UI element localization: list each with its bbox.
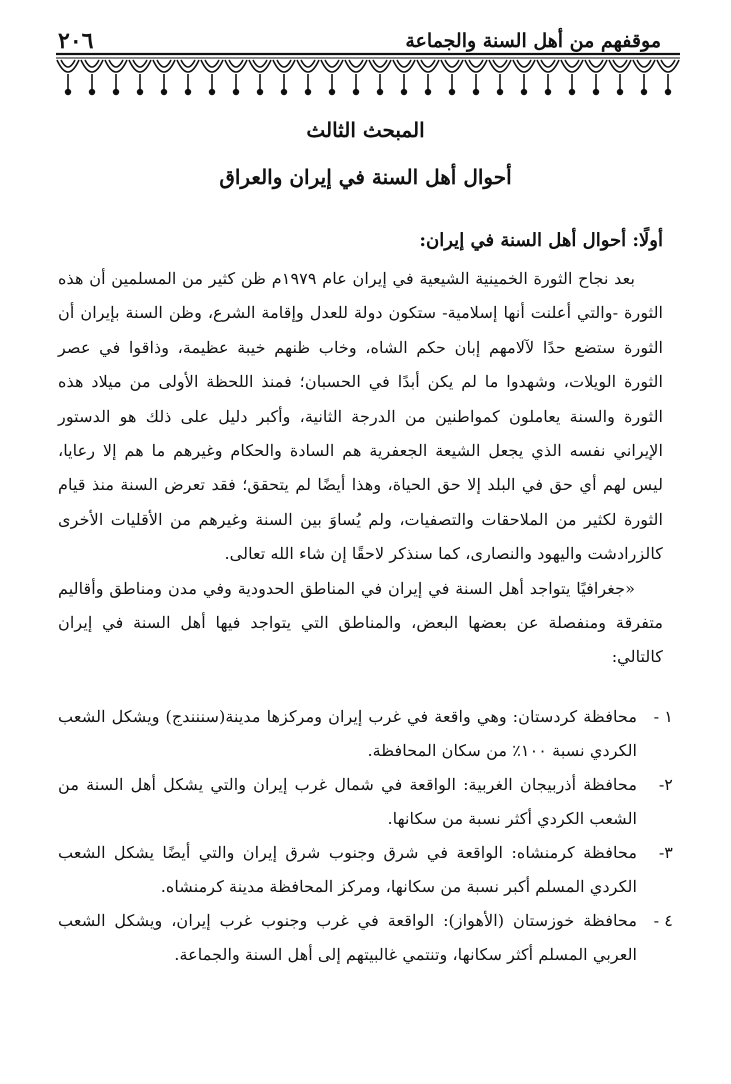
ornament-dot (642, 90, 647, 95)
ornament-motif (273, 60, 295, 92)
list-item (58, 700, 673, 768)
ornament-motif (489, 60, 511, 92)
regions-list (58, 700, 673, 972)
ornament-dot (210, 90, 215, 95)
running-title: موقفهم من أهل السنة والجماعة (405, 30, 661, 52)
page-number: ٢٠٦ (58, 28, 94, 54)
ornament-motif (105, 60, 127, 92)
ornament-motif (393, 60, 415, 92)
ornament-motif (297, 60, 319, 92)
list-item-text: محافظة أذربيجان الغربية: الواقعة في شمال غرب إيران والتي يشكل أهل السنة من الشعب الكردي أكثر نسبة من سكانها. (58, 775, 637, 828)
list-item-number: ٣- (658, 843, 673, 862)
list-item (58, 768, 673, 836)
ornament-motif (609, 60, 631, 92)
list-item-number: ٢- (658, 775, 673, 794)
ornament-dot (498, 90, 503, 95)
ornament-dot (666, 90, 671, 95)
ornament-motif (345, 60, 367, 92)
ornament-motif (129, 60, 151, 92)
list-item-number: ١ - (653, 707, 673, 726)
ornament-motif (81, 60, 103, 92)
ornament-dot (378, 90, 383, 95)
ornament-dot (306, 90, 311, 95)
ornament-motif (417, 60, 439, 92)
ornament-dot (114, 90, 119, 95)
ornament-motif (153, 60, 175, 92)
ornament-dot (402, 90, 407, 95)
ornament-dot (522, 90, 527, 95)
ornament-dot (354, 90, 359, 95)
section-title: أحوال أهل السنة في إيران والعراق (219, 165, 512, 189)
list-item-text: محافظة كردستان: وهي واقعة في غرب إيران ومركزها مدينة(سننندج) ويشكل الشعب الكردي نسبة ١٠٠٪ من سكان المحافظة. (58, 707, 637, 760)
ornament-dot (138, 90, 143, 95)
ornament-motif (537, 60, 559, 92)
body-text (58, 262, 663, 675)
paragraph: «جغرافيًا يتواجد أهل السنة في إيران في المناطق الحدودية وفي مدن ومناطق وأقاليم متفرقة ومنفصلة عن بعضها البعض، والمناطق التي يتواجد فيها أهل السنة في إيران كالتالي: (58, 578, 663, 667)
ornament-dot (234, 90, 239, 95)
ornament-dot (258, 90, 263, 95)
ornament-dot (474, 90, 479, 95)
ornament-dot (618, 90, 623, 95)
ornament-motif (249, 60, 271, 92)
ornament-motif (369, 60, 391, 92)
ornament-motif (561, 60, 583, 92)
ornament-motif (321, 60, 343, 92)
ornament-motif (225, 60, 247, 92)
list-item (58, 836, 673, 904)
list-item (58, 904, 673, 972)
ornament-dot (594, 90, 599, 95)
subheading: أولًا: أحوال أهل السنة في إيران: (419, 230, 663, 251)
ornament-motif (657, 60, 679, 92)
ornament-motif (177, 60, 199, 92)
paragraph: بعد نجاح الثورة الخمينية الشيعية في إيران عام ١٩٧٩م ظن كثير من المسلمين أن هذه الثورة -والتي أعلنت أنها إسلامية- ستكون دولة للعدل وإقامة الشرع، وظن السنة بإيران أن الثورة ستضع حدًا لآلامهم إبان حكم الشاه، وخاب ظنهم خيبة عظيمة، وذاقوا في عصر الثورة الويلات، وشهدوا ما لم يكن أبدًا في الحسبان؛ فمنذ اللحظة الأولى من ميلاد هذه الثورة والسنة يعاملون كمواطنين من الدرجة الثانية، وأكبر دليل على ذلك هو الدستور الإيراني نفسه الذي يجعل الشيعة الجعفرية هم السادة والحكام وغيرهم ما هم إلا رعايا، ليس لهم أي حق في البلد إلا حق الحياة، وهذا أيضًا لم يتحقق؛ فقد تعرض السنة منذ قيام الثورة لكثير من الملاحقات والتصفيات، ولم يُساوَ بين السنة وغيرهم من الأقليات الأخرى كالزرادشت واليهود والنصارى، كما سنذكر لاحقًا إن شاء الله تعالى. (58, 269, 663, 564)
ornament-motif (57, 60, 79, 92)
ornament-dot (66, 90, 71, 95)
ornament-dot (426, 90, 431, 95)
ornament-dot (90, 90, 95, 95)
ornament-dot (330, 90, 335, 95)
ornament-dot (186, 90, 191, 95)
ornament-motif (585, 60, 607, 92)
section-label: المبحث الثالث (306, 118, 425, 142)
ornament-dot (570, 90, 575, 95)
ornament-motif (633, 60, 655, 92)
ornament-dot (450, 90, 455, 95)
ornament-dot (282, 90, 287, 95)
list-item-text: محافظة خوزستان (الأهواز): الواقعة في غرب وجنوب غرب إيران، ويشكل الشعب العربي المسلم أكثر سكانها، وتنتمي غالبيتهم إلى أهل السنة والجماعة. (58, 911, 637, 964)
list-item-number: ٤ - (653, 911, 673, 930)
ornament-motif (201, 60, 223, 92)
ornament-dot (162, 90, 167, 95)
ornament-motif (465, 60, 487, 92)
ornament-dot (546, 90, 551, 95)
ornament-motif (441, 60, 463, 92)
ornament-motif (513, 60, 535, 92)
header-ornament-band (56, 52, 680, 98)
list-item-text: محافظة كرمنشاه: الواقعة في شرق وجنوب شرق إيران والتي أيضًا يشكل الشعب الكردي المسلم أكبر نسبة من سكانها، ومركز المحافظة مدينة كرمنشاه. (58, 843, 637, 896)
